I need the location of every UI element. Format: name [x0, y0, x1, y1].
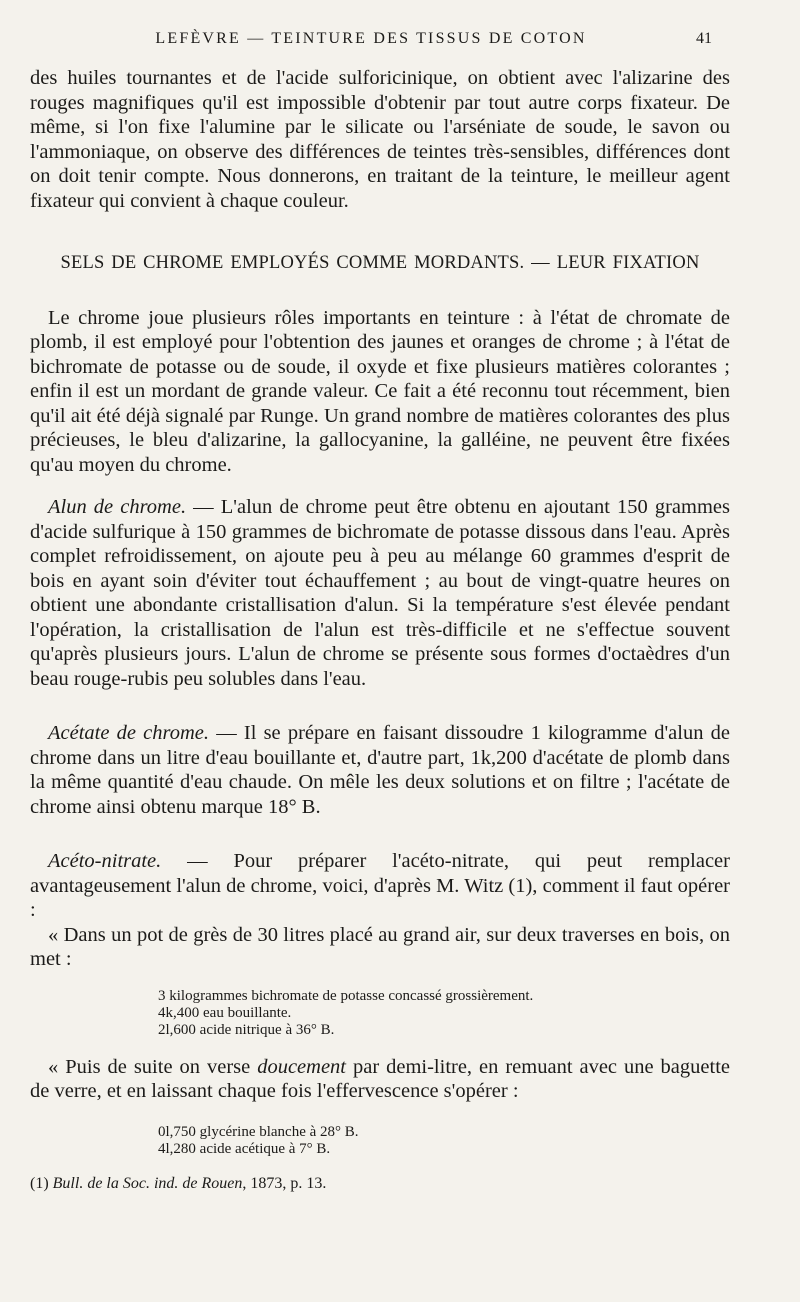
footnote-marker: (1): [30, 1174, 53, 1192]
then-emphasis: doucement: [257, 1055, 346, 1078]
aceto-text: — Pour préparer l'acéto-nitrate, qui peut remplacer avantageusement l'alun de chrome, voici, d'après M. Witz (1), comment il faut opérer :: [30, 850, 730, 921]
aceto-quote: « Dans un pot de grès de 30 litres placé au grand air, sur deux traverses en bois, on met :: [30, 923, 730, 970]
then-before: « Puis de suite on verse: [48, 1055, 258, 1078]
section-heading: SELS DE CHROME EMPLOYÉS COMME MORDANTS. — LEUR FIXATION: [60, 253, 700, 273]
then-after: par demi-litre, en remuant avec une baguette de verre, et en laissant chaque fois l'effervescence s'opérer :: [30, 1055, 730, 1102]
recipe-list-2: [158, 1124, 730, 1158]
recipe-line: 3 kilogrammes bichromate de potasse concassé grossièrement.: [158, 987, 534, 1004]
alun-paragraph: [30, 495, 730, 691]
alun-title: Alun de chrome.: [48, 496, 187, 518]
page-number: 41: [696, 30, 712, 47]
recipe-line: 4k,400 eau bouillante.: [158, 1004, 292, 1021]
acetate-title: Acétate de chrome.: [48, 722, 210, 744]
chrome-paragraph: Le chrome joue plusieurs rôles importants en teinture : à l'état de chromate de plomb, il est employé pour l'obtention des jaunes et oranges de chrome ; à l'état de bichromate de potasse ou de soude, il oxyde et fixe plusieurs matières colorantes ; enfin il est un mordant de grande valeur. Ce fait a été reconnu tout récemment, bien qu'il ait été déjà signalé par Runge. Un grand nombre de matières colorantes des plus précieuses, le bleu d'alizarine, la gallocyanine, la galléine, ne peuvent être fixées qu'au moyen du chrome.: [30, 306, 730, 476]
page-body: [30, 66, 730, 1194]
footnote-source: Bull. de la Soc. ind. de Rouen: [52, 1174, 243, 1192]
intro-paragraph: des huiles tournantes et de l'acide sulforicinique, on obtient avec l'alizarine des rouges magnifiques qu'il est impossible d'obtenir par tout autre corps fixateur. De même, si l'on fixe l'alumine par le silicate ou l'arséniate de soude, le savon ou l'ammoniaque, on observe des différences de teintes très-sensibles, différences dont on doit tenir compte. Nous donnerons, en traitant de la teinture, le meilleur agent fixateur qui convient à chaque couleur.: [30, 67, 730, 212]
alun-text: — L'alun de chrome peut être obtenu en ajoutant 150 grammes d'acide sulfurique à 150 grammes de bichromate de potasse dissous dans l'eau. Après complet refroidissement, on ajoute peu à peu au mélange 60 grammes d'esprit de bois en ayant soin d'éviter tout échauffement ; au bout de vingt-quatre heures on obtient une abondante cristallisation d'alun. Si la température s'est élevée pendant l'opération, la cristallisation de l'alun est très-difficile et ne s'effectue souvent qu'après plusieurs jours. L'alun de chrome se présente sous formes d'octaèdres d'un beau rouge-rubis peu solubles dans l'eau.: [30, 496, 730, 690]
recipe-line: 2l,600 acide nitrique à 36° B.: [158, 1021, 335, 1038]
footnote: [30, 1174, 730, 1194]
acetate-paragraph: [30, 721, 730, 819]
footnote-rest: , 1873, p. 13.: [242, 1174, 327, 1192]
acetate-text: — Il se prépare en faisant dissoudre 1 kilogramme d'alun de chrome dans un litre d'eau bouillante et, d'autre part, 1k,200 d'acétate de plomb dans la même quantité d'eau chaude. On mêle les deux solutions et on filtre ; l'acétate de chrome ainsi obtenu marque 18° B.: [30, 722, 730, 818]
recipe-line: 4l,280 acide acétique à 7° B.: [158, 1140, 331, 1157]
aceto-paragraph: [30, 849, 730, 923]
aceto-title: Acéto-nitrate.: [48, 850, 162, 872]
running-title: LEFÈVRE — TEINTURE DES TISSUS DE COTON: [155, 30, 587, 47]
recipe-list-1: [158, 988, 730, 1039]
recipe-line: 0l,750 glycérine blanche à 28° B.: [158, 1123, 359, 1140]
then-paragraph: [30, 1055, 730, 1104]
